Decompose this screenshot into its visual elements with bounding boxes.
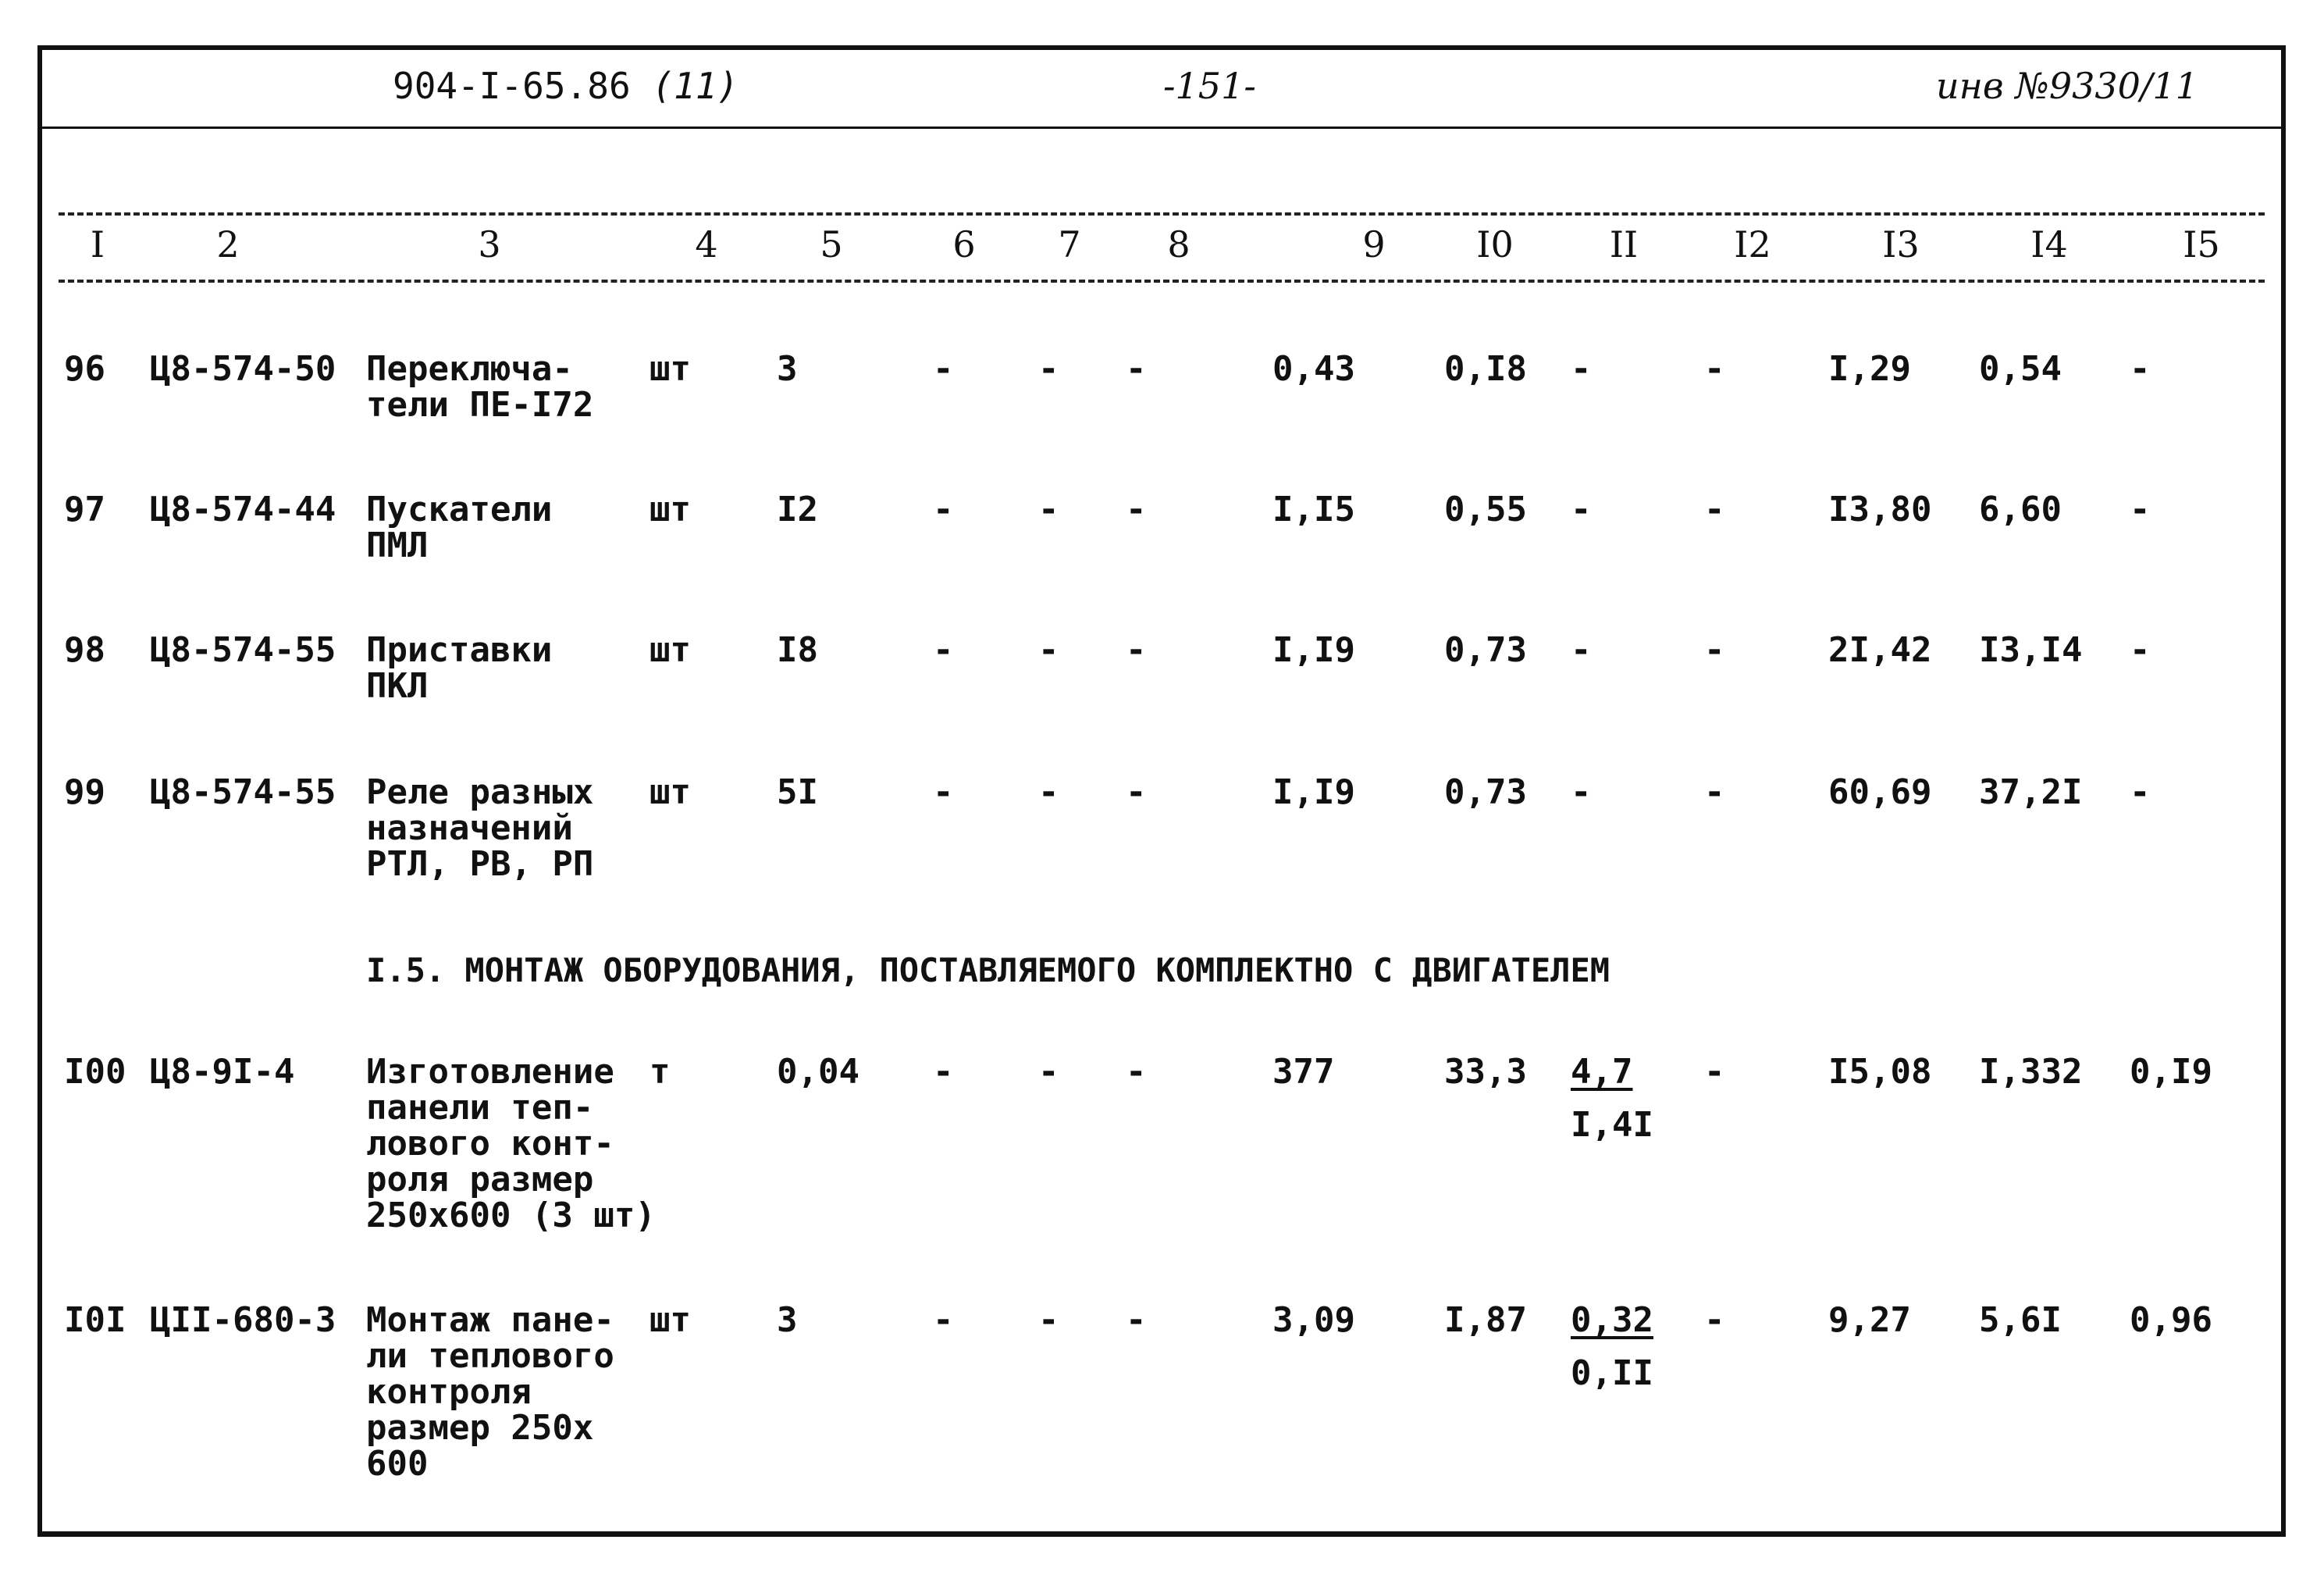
row-col11-denominator: 0,II (1571, 1353, 1653, 1393)
row-code: ЦII-680-3 (150, 1300, 336, 1340)
row-index: 96 (64, 349, 105, 389)
row-col13: 60,69 (1828, 772, 1932, 812)
row-col7: - (1038, 490, 1059, 529)
row-col14: 5,6I (1979, 1300, 2062, 1340)
row-col10: 0,I8 (1444, 349, 1527, 389)
row-unit: шт (650, 1300, 691, 1340)
row-col13: 2I,42 (1828, 630, 1932, 670)
row-col15: 0,96 (2130, 1300, 2212, 1340)
row-col15: 0,I9 (2130, 1052, 2212, 1092)
row-col13: I3,80 (1828, 490, 1932, 529)
document-code (393, 62, 738, 109)
column-number: I3 (1882, 223, 1920, 266)
row-col13: 9,27 (1828, 1300, 1911, 1340)
row-col8: - (1126, 349, 1147, 389)
row-name: Монтаж пане- ли теплового контроля размер 250х 600 (366, 1300, 614, 1484)
row-col11-denominator: I,4I (1571, 1105, 1653, 1145)
row-quantity: I8 (777, 630, 818, 670)
row-code: Ц8-574-44 (150, 490, 336, 529)
row-code: Ц8-574-55 (150, 772, 336, 812)
row-col13: I5,08 (1828, 1052, 1932, 1092)
column-header-bottom-rule (59, 280, 2265, 283)
row-quantity: 0,04 (777, 1052, 859, 1092)
row-name: Переключа- тели ПЕ-I72 (366, 349, 594, 425)
row-col14: I,332 (1979, 1052, 2083, 1092)
row-col9: 3,09 (1272, 1300, 1355, 1340)
row-unit: шт (650, 490, 691, 529)
row-col6: - (933, 1052, 954, 1092)
row-col13: I,29 (1828, 349, 1911, 389)
row-index: 98 (64, 630, 105, 670)
row-col14: 37,2I (1979, 772, 2083, 812)
row-col10: 0,55 (1444, 490, 1527, 529)
column-number: 5 (820, 223, 843, 266)
row-col14: 0,54 (1979, 349, 2062, 389)
row-col11: - (1571, 630, 1592, 670)
row-col9: 0,43 (1272, 349, 1355, 389)
column-number: 2 (216, 223, 240, 266)
row-col7: - (1038, 630, 1059, 670)
row-col10: 33,3 (1444, 1052, 1527, 1092)
row-col15: - (2130, 490, 2151, 529)
row-col12: - (1704, 772, 1725, 812)
row-name: Реле разных назначений РТЛ, РВ, РП (366, 772, 594, 884)
row-col15: - (2130, 349, 2151, 389)
row-col6: - (933, 630, 954, 670)
row-col8: - (1126, 772, 1147, 812)
column-number: 4 (695, 223, 718, 266)
row-col9: I,I9 (1272, 772, 1355, 812)
page-number: -151- (1163, 65, 1256, 107)
row-col6: - (933, 1300, 954, 1340)
row-col12: - (1704, 1300, 1725, 1340)
column-number: 9 (1362, 223, 1386, 266)
doc-code-text: 904-I-65.86 (393, 65, 631, 107)
row-index: I00 (64, 1052, 126, 1092)
column-number: 8 (1167, 223, 1190, 266)
row-col7: - (1038, 772, 1059, 812)
row-col6: - (933, 349, 954, 389)
row-unit: шт (650, 630, 691, 670)
row-col9: I,I5 (1272, 490, 1355, 529)
row-quantity: I2 (777, 490, 818, 529)
row-code: Ц8-9I-4 (150, 1052, 295, 1092)
inventory-number: инв №9330/11 (1936, 65, 2198, 107)
column-number: 7 (1058, 223, 1081, 266)
row-col9: I,I9 (1272, 630, 1355, 670)
column-header-top-rule (59, 212, 2265, 216)
row-col11: - (1571, 490, 1592, 529)
row-name: Приставки ПКЛ (366, 630, 553, 706)
row-name: Изготовление панели теп- лового конт- роля размер 250х600 (3 шт) (366, 1052, 656, 1235)
row-col8: - (1126, 490, 1147, 529)
row-col14: 6,60 (1979, 490, 2062, 529)
row-col7: - (1038, 1300, 1059, 1340)
row-col12: - (1704, 349, 1725, 389)
row-col7: - (1038, 1052, 1059, 1092)
row-col10: 0,73 (1444, 772, 1527, 812)
row-col9: 377 (1272, 1052, 1335, 1092)
row-col15: - (2130, 772, 2151, 812)
row-col11: - (1571, 349, 1592, 389)
column-number: 6 (952, 223, 976, 266)
doc-sub-text: (11) (652, 65, 739, 107)
row-col6: - (933, 490, 954, 529)
column-number: I4 (2030, 223, 2068, 266)
row-index: 99 (64, 772, 105, 812)
section-title: I.5. МОНТАЖ ОБОРУДОВАНИЯ, ПОСТАВЛЯЕМОГО КОМПЛЕКТНО С ДВИГАТЕЛЕМ (366, 951, 1610, 989)
row-col8: - (1126, 1052, 1147, 1092)
row-index: I0I (64, 1300, 126, 1340)
row-col7: - (1038, 349, 1059, 389)
row-col6: - (933, 772, 954, 812)
row-col8: - (1126, 630, 1147, 670)
row-unit: шт (650, 772, 691, 812)
row-quantity: 3 (777, 349, 798, 389)
row-col10: 0,73 (1444, 630, 1527, 670)
row-col10: I,87 (1444, 1300, 1527, 1340)
column-number: I2 (1734, 223, 1771, 266)
row-col11: 0,32 (1571, 1300, 1653, 1340)
row-code: Ц8-574-50 (150, 349, 336, 389)
column-number: I0 (1476, 223, 1514, 266)
column-number: II (1609, 223, 1639, 266)
row-code: Ц8-574-55 (150, 630, 336, 670)
row-col11: - (1571, 772, 1592, 812)
row-col12: - (1704, 630, 1725, 670)
row-col8: - (1126, 1300, 1147, 1340)
row-name: Пускатели ПМЛ (366, 490, 553, 565)
header-divider (37, 127, 2286, 129)
row-index: 97 (64, 490, 105, 529)
row-col15: - (2130, 630, 2151, 670)
column-number: 3 (478, 223, 501, 266)
row-unit: шт (650, 349, 691, 389)
row-quantity: 5I (777, 772, 818, 812)
row-unit: т (650, 1052, 671, 1092)
row-col12: - (1704, 1052, 1725, 1092)
column-number: I (90, 223, 105, 266)
row-col12: - (1704, 490, 1725, 529)
row-col14: I3,I4 (1979, 630, 2083, 670)
row-col11: 4,7 (1571, 1052, 1633, 1092)
column-number: I5 (2183, 223, 2220, 266)
row-quantity: 3 (777, 1300, 798, 1340)
